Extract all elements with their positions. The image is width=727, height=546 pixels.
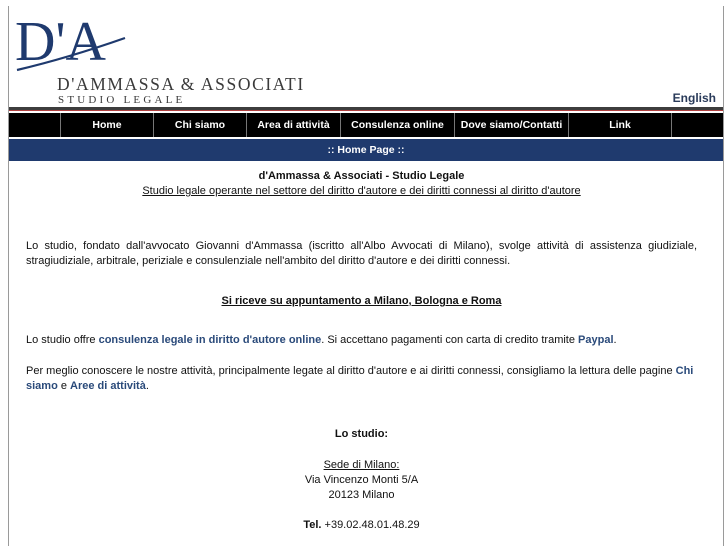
address-line-1: Via Vincenzo Monti 5/A [304,474,419,486]
more-info-paragraph [26,364,697,395]
svg-text:D'A: D'A [15,11,106,73]
brand-subtitle: STUDIO LEGALE [58,94,186,106]
online-suffix-text: . [613,334,617,346]
telephone-number: +39.02.48.01.48.29 [321,519,420,531]
nav-spacer-left [9,113,61,137]
main-navigation [9,113,723,137]
nav-item-area-di-attivita[interactable]: Area di attività [247,113,341,137]
studio-title: Lo studio: [334,428,389,440]
telephone-label: Tel. [303,519,322,531]
more-suffix-text: . [145,380,149,393]
paypal-link[interactable]: Paypal [578,334,614,346]
aree-di-attivita-link[interactable]: Aree di attività [70,380,146,393]
online-prefix-text: Lo studio offre [26,334,99,346]
nav-item-consulenza-online[interactable]: Consulenza online [341,113,455,137]
chi-siamo-link[interactable]: Chi siamo [26,365,694,393]
online-consulting-link[interactable]: consulenza legale in diritto d'autore online [98,334,322,346]
online-consulting-paragraph [26,333,697,348]
online-middle-text: . Si accettano pagamenti con carta di credito tramite [321,334,579,346]
appointment-notice: Si riceve su appuntamento a Milano, Bologna e Roma [221,295,502,307]
address-line-2: 20123 Milano [328,489,395,501]
site-header [9,6,723,110]
nav-item-dove-siamo-contatti[interactable]: Dove siamo/Contatti [455,113,569,137]
office-label: Sede di Milano: [323,459,400,471]
nav-spacer-right [672,113,723,137]
nav-item-link[interactable]: Link [569,113,672,137]
intro-paragraph: Lo studio, fondato dall'avvocato Giovanni d'Ammassa (iscritto all'Albo Avvocati di Milano), svolge attività di assistenza giudiziale, stragiudiziale, arbitrale, periziale e consulenziale nell'ambito del diritto d'autore e dei diritti connessi. [26,240,697,268]
header-divider-accent [9,110,723,111]
logo-monogram[interactable] [13,8,133,74]
english-language-link[interactable]: English [672,91,716,105]
nav-item-home[interactable]: Home [61,113,154,137]
more-and-text: e [57,380,71,393]
brand-name: D'AMMASSA & ASSOCIATI [57,74,305,94]
more-prefix-text: Per meglio conoscere le nostre attività, principalmente legate al diritto d'autore e ai diritti connessi, consigliamo la lettura delle pagine [26,365,676,377]
page-tagline: Studio legale operante nel settore del diritto d'autore e dei diritti connessi al diritto d'autore [142,185,581,197]
section-title-bar: :: Home Page :: [9,139,723,161]
nav-item-chi-siamo[interactable]: Chi siamo [154,113,247,137]
telephone-line [26,518,697,533]
page-heading: d'Ammassa & Associati - Studio Legale [258,170,465,182]
